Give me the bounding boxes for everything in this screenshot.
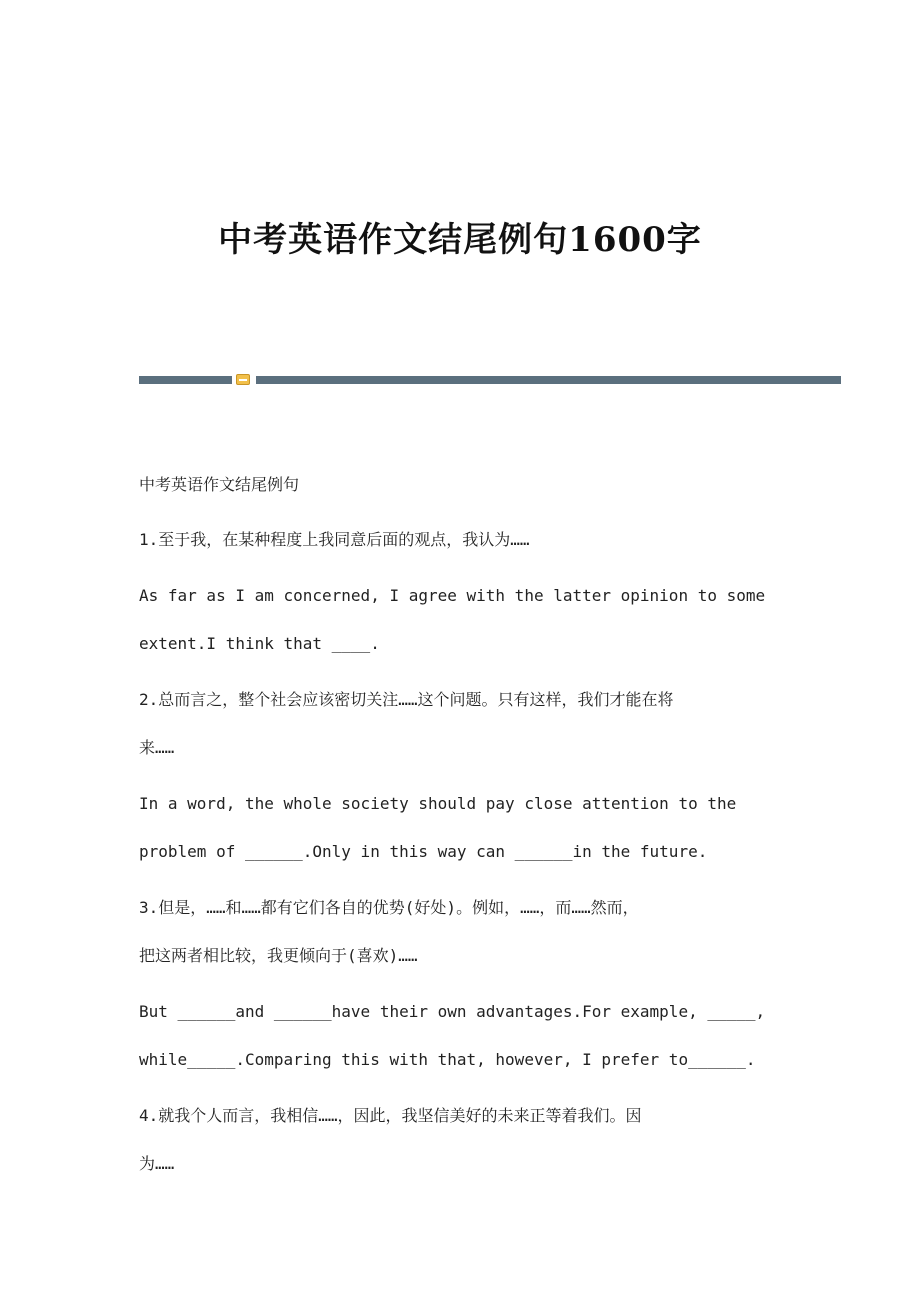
divider-bar-left (139, 376, 232, 384)
text-line: extent.I think that ____. (139, 634, 380, 653)
divider-bar-right (256, 376, 841, 384)
text-line: 来…… (139, 738, 175, 757)
text-line: 把这两者相比较，我更倾向于(喜欢)…… (139, 946, 418, 965)
text-line: 4.就我个人而言，我相信……，因此，我坚信美好的未来正等着我们。因 (139, 1106, 642, 1125)
text-line: In a word, the whole society should pay close attention to the (139, 794, 737, 813)
document-title: 中考英语作文结尾例句1600字 (218, 220, 702, 260)
text-line: 3.但是，……和……都有它们各自的优势(好处)。例如，……，而……然而， (139, 898, 639, 917)
text-line: 1.至于我，在某种程度上我同意后面的观点，我认为…… (139, 530, 530, 549)
text-line: 2.总而言之，整个社会应该密切关注……这个问题。只有这样，我们才能在将 (139, 690, 674, 709)
text-line: But ______and ______have their own advantages.For example, _____, (139, 1002, 766, 1021)
text-line: problem of ______.Only in this way can ______in the future. (139, 842, 708, 861)
text-line: while_____.Comparing this with that, however, I prefer to______. (139, 1050, 756, 1069)
divider-emblem-icon (236, 374, 250, 385)
title-divider (139, 374, 841, 385)
section-heading: 中考英语作文结尾例句 (139, 475, 300, 494)
text-line: 为…… (139, 1154, 175, 1173)
text-line: As far as I am concerned, I agree with the latter opinion to some (139, 586, 766, 605)
